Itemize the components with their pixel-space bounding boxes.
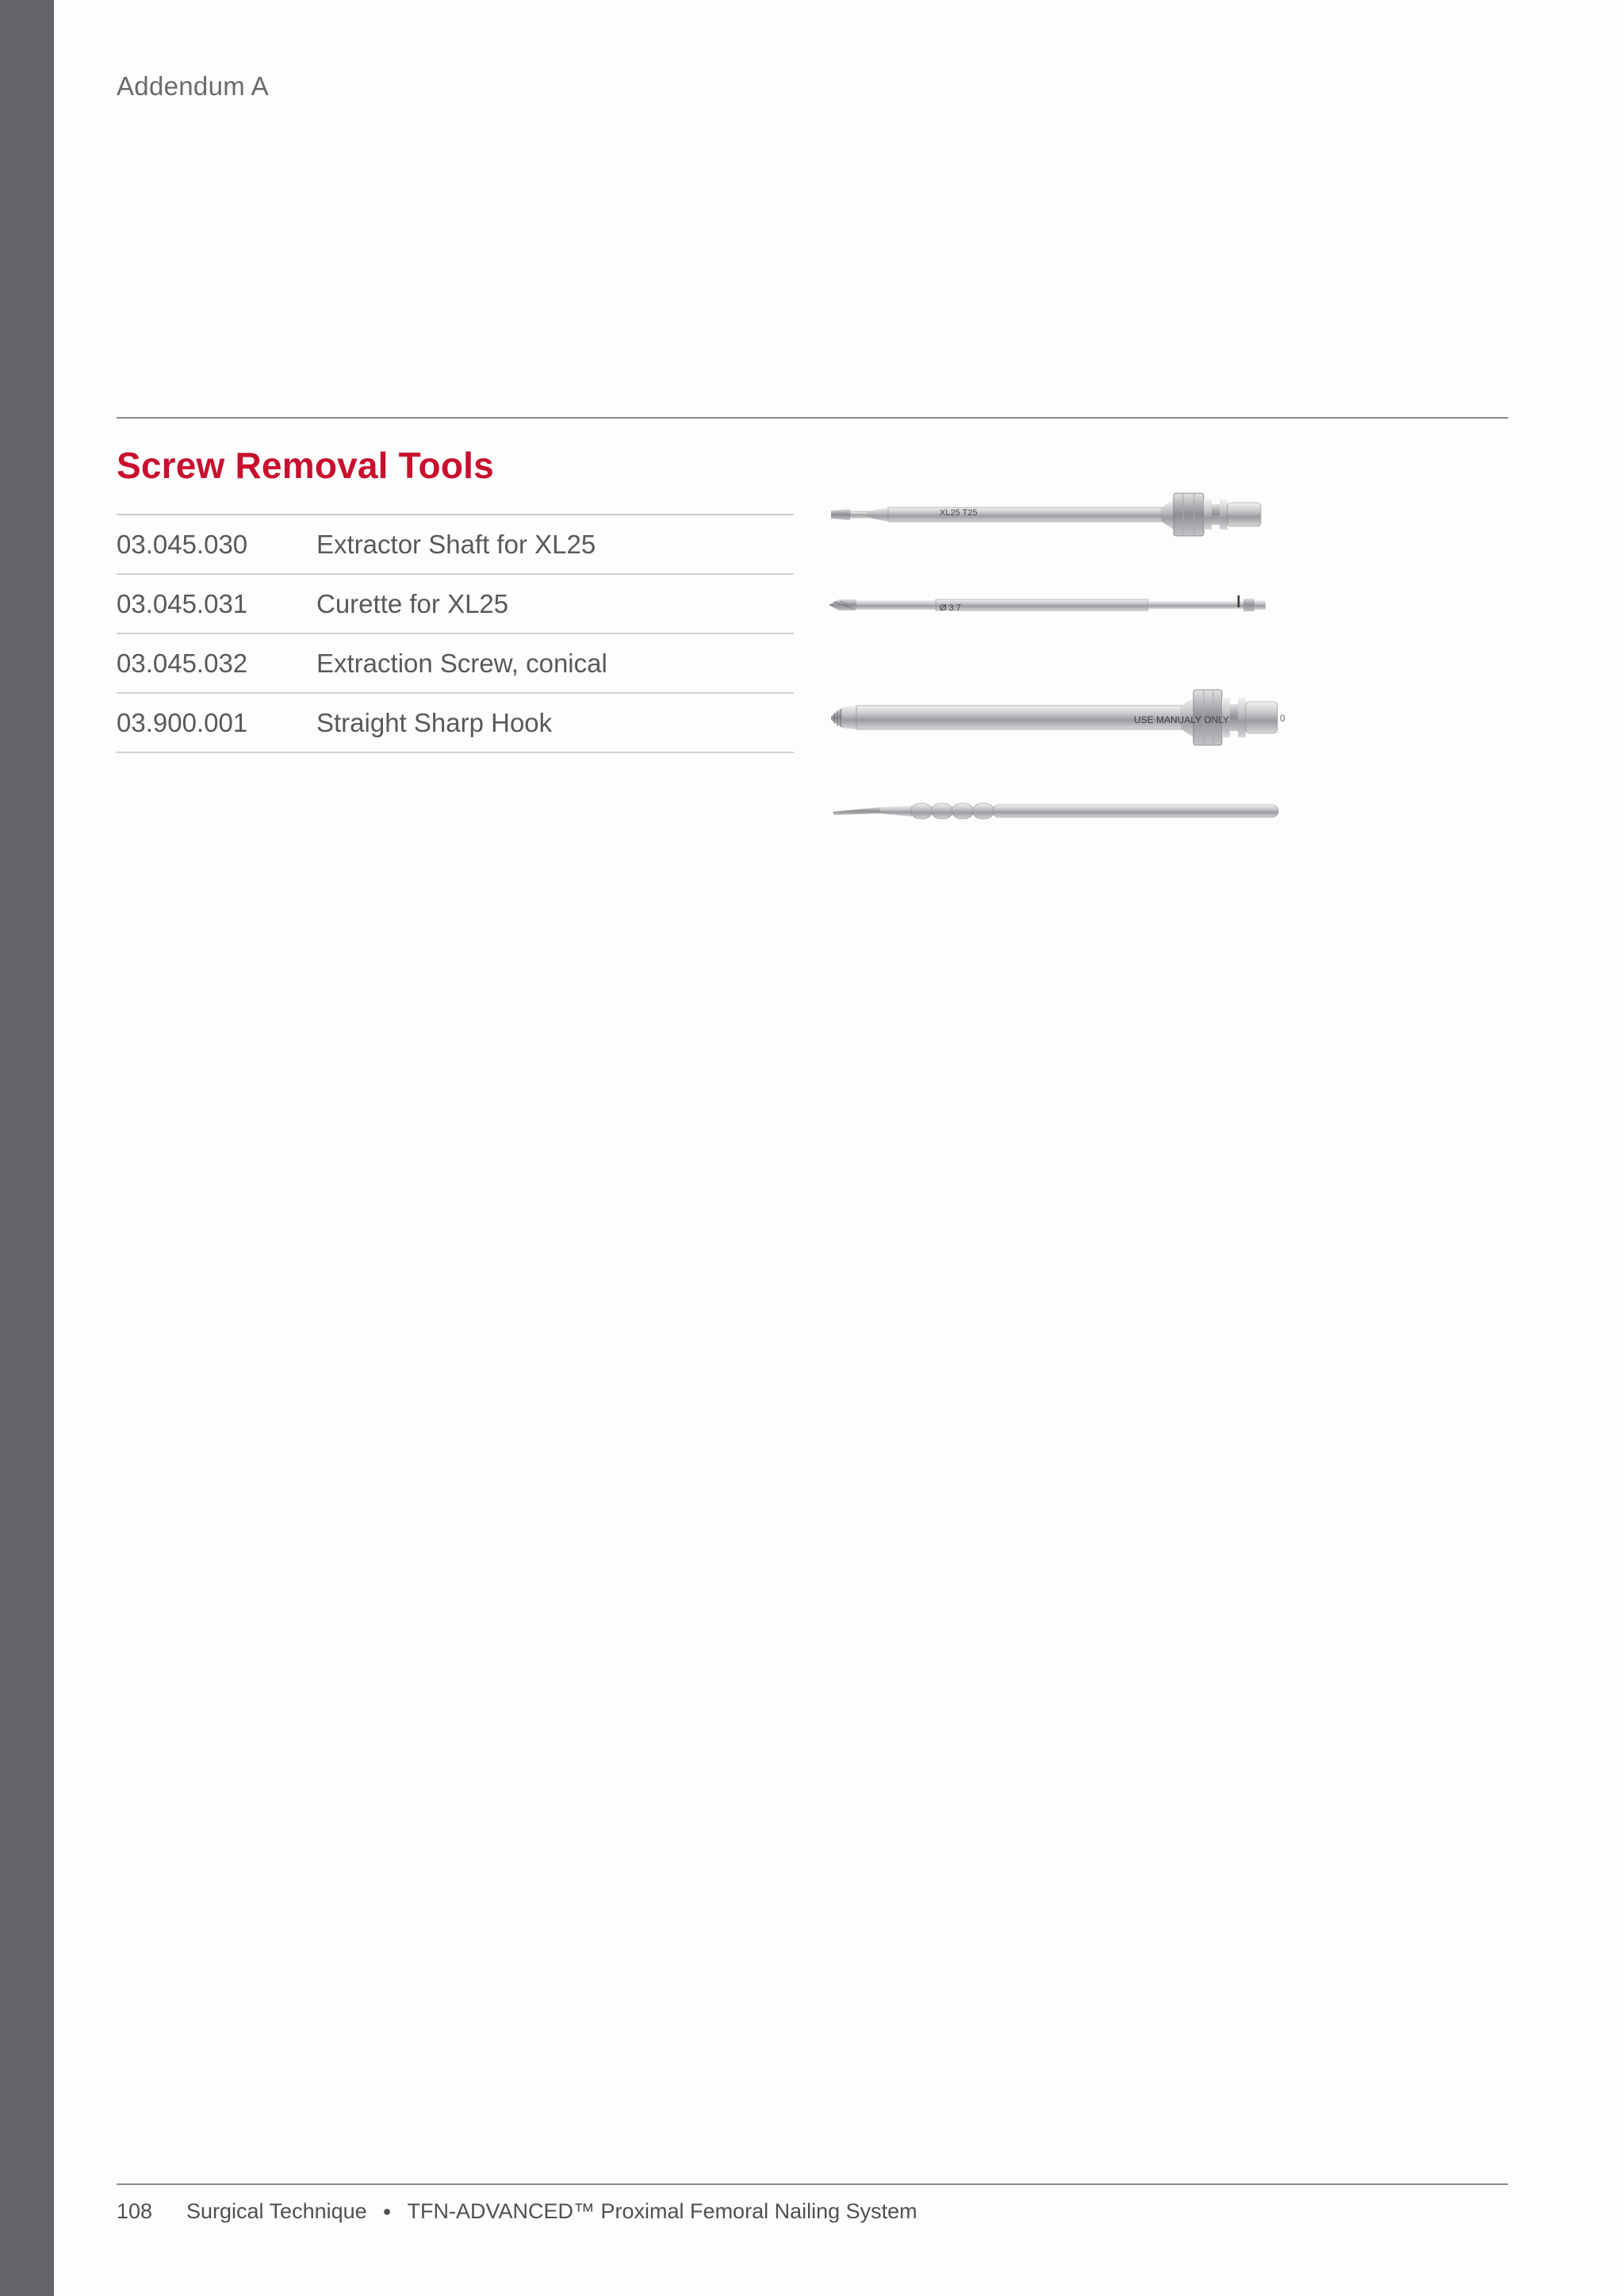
page-number: 108 xyxy=(117,2199,153,2223)
footer-doc-type: Surgical Technique xyxy=(186,2199,367,2223)
table-row xyxy=(117,573,794,633)
footer-product: TFN-ADVANCED™ Proximal Femoral Nailing System xyxy=(407,2199,917,2223)
part-number: 03.045.031 xyxy=(117,588,248,618)
curette-illustration xyxy=(829,595,1266,611)
footer-divider xyxy=(117,2183,1508,2185)
page-title: Screw Removal Tools xyxy=(117,445,494,486)
sharp-hook-illustration xyxy=(833,803,1278,819)
bullet-icon: ● xyxy=(382,2203,392,2219)
parts-table xyxy=(117,514,794,753)
sidebar-band xyxy=(0,0,54,2296)
instrument-illustrations xyxy=(825,476,1411,840)
table-row xyxy=(117,633,794,692)
extraction-screw-cap-marking: 0 xyxy=(1280,713,1285,724)
table-row xyxy=(117,692,794,753)
top-divider xyxy=(117,417,1508,419)
part-description: Curette for XL25 xyxy=(316,588,509,618)
part-description: Extraction Screw, conical xyxy=(316,648,607,678)
table-row xyxy=(117,514,794,573)
section-label: Addendum A xyxy=(117,71,269,101)
part-number: 03.045.032 xyxy=(117,648,248,678)
extractor-shaft-marking: XL25 T25 xyxy=(940,508,978,518)
curette-marking: Ø 3.7 xyxy=(940,603,961,613)
part-description: Straight Sharp Hook xyxy=(316,707,553,737)
extraction-screw-marking: USE MANUALY ONLY xyxy=(1134,714,1230,725)
part-description: Extractor Shaft for XL25 xyxy=(316,529,596,559)
part-number: 03.900.001 xyxy=(117,707,248,737)
instrument-drawing xyxy=(825,476,1411,840)
extractor-shaft-illustration xyxy=(831,493,1261,536)
page-footer xyxy=(117,2199,917,2224)
part-number: 03.045.030 xyxy=(117,529,248,559)
